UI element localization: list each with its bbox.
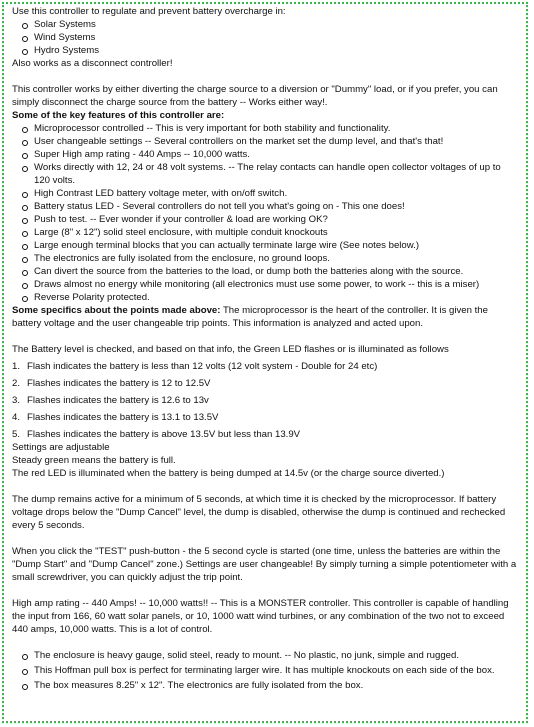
- page-content: [4, 4, 526, 692]
- list-item: 1. Flash indicates the battery is less than 12 volts (12 volt system - Double for 24 etc): [12, 361, 378, 372]
- list-item: User changeable settings -- Several controllers on the market set the dump level, and that's that!: [22, 135, 518, 148]
- bullet-icon: [22, 244, 28, 250]
- specifics-text: The microprocessor is the heart of the controller. It is given the battery voltage and the user changeable trip points. This information is analyzed and acted upon.: [12, 305, 488, 329]
- bullet-icon: [22, 166, 28, 172]
- flash-list: [12, 360, 518, 441]
- bullet-icon: [22, 23, 28, 29]
- bullet-icon: [22, 654, 28, 660]
- list-item: Solar Systems: [22, 18, 518, 31]
- list-item: 5. Flashes indicates the battery is above 13.5V but less than 13.9V: [12, 429, 301, 440]
- bullet-icon: [22, 283, 28, 289]
- list-item: Battery status LED - Several controllers do not tell you what's going on - This one does!: [22, 200, 518, 213]
- list-item: Works directly with 12, 24 or 48 volt systems. -- The relay contacts can handle open collector voltages of up to 120 volts.: [22, 161, 518, 187]
- bullet-icon: [22, 192, 28, 198]
- bullet-icon: [22, 36, 28, 42]
- specifics-paragraph: [12, 304, 518, 330]
- bullet-icon: [22, 257, 28, 263]
- systems-list: [22, 18, 518, 57]
- paragraph-dump: The dump remains active for a minimum of 5 seconds, at which time it is checked by the microprocessor. If battery voltage drops below the "Dump Cancel" level, the dump is disabled, otherwise the dump is continued and rechecked every 5 seconds.: [12, 494, 506, 531]
- enclosure-list: [22, 649, 518, 692]
- list-item: The electronics are fully isolated from the enclosure, no ground loops.: [22, 252, 518, 265]
- paragraph-amp-rating: High amp rating -- 440 Amps! -- 10,000 watts!! -- This is a MONSTER controller. This controller is capable of handling the input from 166, 60 watt solar panels, or 10, 1000 watt wind turbines, or any combination of the two not to exceed 440 amps, 10,000 watts. This is a lot of control.: [12, 598, 509, 635]
- bullet-icon: [22, 669, 28, 675]
- settings-adjustable: Settings are adjustable: [12, 442, 110, 453]
- list-item: The box measures 8.25" x 12". The electronics are fully isolated from the box.: [22, 679, 518, 692]
- bullet-icon: [22, 218, 28, 224]
- bullet-icon: [22, 140, 28, 146]
- list-item: Microprocessor controlled -- This is very important for both stability and functionality.: [22, 122, 518, 135]
- intro-line: Use this controller to regulate and prevent battery overcharge in:: [12, 6, 286, 17]
- bullet-icon: [22, 684, 28, 690]
- battery-level-intro: The Battery level is checked, and based on that info, the Green LED flashes or is illuminated as follows: [12, 344, 449, 355]
- steady-green-note: Steady green means the battery is full.: [12, 455, 176, 466]
- list-item: 3. Flashes indicates the battery is 12.6 to 13v: [12, 395, 209, 406]
- list-item: Reverse Polarity protected.: [22, 291, 518, 304]
- list-item: Wind Systems: [22, 31, 518, 44]
- list-item: Hydro Systems: [22, 44, 518, 57]
- list-item: 2. Flashes indicates the battery is 12 to 12.5V: [12, 378, 211, 389]
- page-frame: [2, 2, 528, 723]
- bullet-icon: [22, 205, 28, 211]
- features-list: [22, 122, 518, 304]
- list-item: Super High amp rating - 440 Amps -- 10,000 watts.: [22, 148, 518, 161]
- bullet-icon: [22, 49, 28, 55]
- bullet-icon: [22, 231, 28, 237]
- paragraph-diversion: This controller works by either diverting the charge source to a diversion or "Dummy" load, or if you prefer, you can simply disconnect the charge source from the battery -- Works either way!.: [12, 84, 498, 108]
- bullet-icon: [22, 270, 28, 276]
- bullet-icon: [22, 127, 28, 133]
- features-heading: Some of the key features of this controller are:: [12, 110, 225, 121]
- list-item: The enclosure is heavy gauge, solid steel, ready to mount. -- No plastic, no junk, simple and rugged.: [22, 649, 518, 662]
- list-item: 4. Flashes indicates the battery is 13.1 to 13.5V: [12, 412, 219, 423]
- list-item: Large enough terminal blocks that you can actually terminate large wire (See notes below.): [22, 239, 518, 252]
- specifics-heading: Some specifics about the points made above:: [12, 305, 221, 316]
- list-item: Draws almost no energy while monitoring (all electronics must use some power, to work -- this is a miser): [22, 278, 518, 291]
- list-item: High Contrast LED battery voltage meter, with on/off switch.: [22, 187, 518, 200]
- paragraph-test: When you click the "TEST" push-button - the 5 second cycle is started (one time, unless the batteries are within the "Dump Start" and "Dump Cancel" zone.) Settings are user changeable! By simply turning a simple potentiometer with a small screwdriver, you can quickly adjust the trip point.: [12, 546, 517, 583]
- list-item: Can divert the source from the batteries to the load, or dump both the batteries along with the source.: [22, 265, 518, 278]
- disconnect-note: Also works as a disconnect controller!: [12, 58, 173, 69]
- list-item: Push to test. -- Ever wonder if your controller & load are working OK?: [22, 213, 518, 226]
- red-led-note: The red LED is illuminated when the battery is being dumped at 14.5v (or the charge source diverted.): [12, 468, 445, 479]
- list-item: This Hoffman pull box is perfect for terminating larger wire. It has multiple knockouts on each side of the box.: [22, 664, 518, 677]
- bullet-icon: [22, 296, 28, 302]
- list-item: Large (8" x 12") solid steel enclosure, with multiple conduit knockouts: [22, 226, 518, 239]
- bullet-icon: [22, 153, 28, 159]
